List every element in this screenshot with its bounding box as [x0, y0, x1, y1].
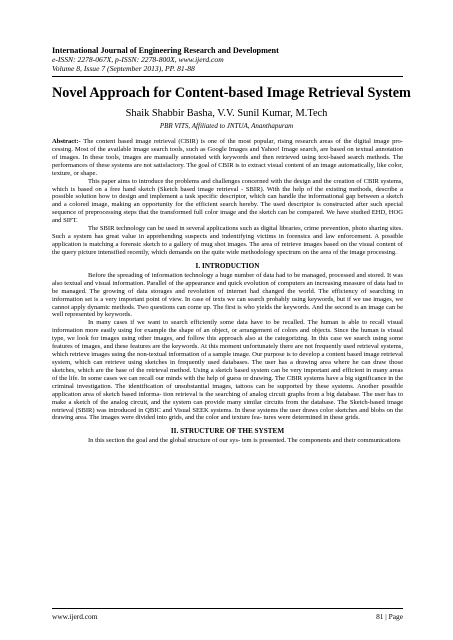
journal-issn: e-ISSN: 2278-067X, p-ISSN: 2278-800X, www.ijerd.com	[52, 55, 224, 65]
section-heading-introduction: I. INTRODUCTION	[195, 261, 260, 270]
header-rule	[52, 76, 403, 77]
abstract-label: Abstract:-	[52, 138, 81, 145]
paper-title: Novel Approach for Content-based Image Retrieval System	[52, 85, 411, 101]
abstract-text-1: The content based image retrieval (CBIR) is one of the most popular, rising research areas of the digital image pro- cessing. Most of the available image search tools, such as Google Images and Yahoo! Image search, are based on textual annotation of images. In these tools, images are manually annotated with keywords and then retrieved using text-based search methods. The performances of these systems are not satisfactory. The goal of CBIR is to extract visual content of an image automatically, like color, texture, or shape.	[52, 138, 403, 177]
journal-volume: Volume 8, Issue 7 (September 2013), PP. 81-88	[52, 64, 195, 74]
introduction-paragraph-2: In many cases if we want to search efficiently some data have to be recalled. The human is able to recall visual information more easily using for example the shape of an object, or arrangement of colors and objects. Since the human is visual type, we look for images using other images, and follow this approach also at the categorizing. In this case we search using some features of images, and these features are the keywords. At this moment unfortunately there are not frequently used retrieval systems, which retrieve images using the non-textual information of a sample image. Our purpose is to develop a content based image retrieval system, which can retrieve using sketches in frequently used databases. The user has a drawing area where he can draw those sketches, which are the base of the retrieval method. Using a sketch based system can be very important and efficient in many areas of the life. In some cases we can recall our minds with the help of guess or drawing. The CBIR systems have a big significance in the criminal investigation. The identification of unsubstantial images, tattoos can be supported by these systems. Another possible application area of sketch based informa- tion retrieval is the searching of analog circuit graphs from a big database. The user has to make a sketch of the analog circuit, and the system can provide many similar circuits from the database. The Sketch-based image retrieval (SBIR) was introduced in QBIC and Visual SEEK systems. In these systems the user draws color sketches and blobs on the drawing area. The images were divided into grids, and the color and texture fea- tures were determined in these grids.	[52, 319, 403, 422]
journal-header	[52, 46, 412, 74]
footer-url: www.ijerd.com	[52, 612, 98, 621]
paper-authors: Shaik Shabbir Basha, V.V. Sunil Kumar, M.Tech	[125, 108, 328, 119]
structure-paragraph-1: In this section the goal and the global structure of our sys- tem is presented. The components and their communications	[88, 437, 401, 445]
journal-name: International Journal of Engineering Research and Development	[52, 46, 279, 55]
abstract-paragraph-1	[52, 138, 403, 178]
section-heading-structure: II. STRUCTURE OF THE SYSTEM	[170, 427, 285, 436]
abstract-paragraph-2: This paper aims to introduce the problems and challenges concerned with the design and the creation of CBIR systems, which is based on a free hand sketch (Sketch based image retrieval - SBIR). With the help of the existing methods, describe a possible solution how to design and implement a task specific descriptor, which can handle the informational gap between a sketch and a colored image, making an opportunity for the efficient search hereby. The used descriptor is constructed after such special sequence of preprocessing steps that the transformed full color image and the sketch can be compared. We have studied EHD, HOG and SIFT.	[52, 177, 403, 225]
paper-body	[52, 138, 403, 445]
paper-affiliation: PBR VITS, Affiliated to JNTUA, Ananthapuram	[159, 122, 294, 130]
abstract-paragraph-3: The SBIR technology can be used in several applications such as digital libraries, crime prevention, photo sharing sites. Such a system has great value in apprehending suspects and indentifying victims in forensics and law enforcement. A possible application is matching a forensic sketch to a gallery of mug shot images. The area of retrieve images based on the visual content of the query picture intensified recently, which demands on the quite wide methodology spectrum on the area of the image processing.	[52, 225, 403, 256]
introduction-paragraph-1: Before the spreading of information technology a huge number of data had to be managed, processed and stored. It was also textual and visual information. Parallel of the appearance and quick evolution of computers an increasing measure of data had to be managed. The growing of data storages and revolution of internet had changed the world. The efficiency of searching in information set is a very important point of view. In case of texts we can search probably using keywords, but if we use images, we cannot apply dynamic methods. Two questions can come up. The first is who yields the keywords. And the second is an image can be well represented by keywords.	[52, 271, 403, 319]
footer-rule	[52, 608, 403, 609]
footer-page-number: 81 | Page	[376, 612, 403, 621]
